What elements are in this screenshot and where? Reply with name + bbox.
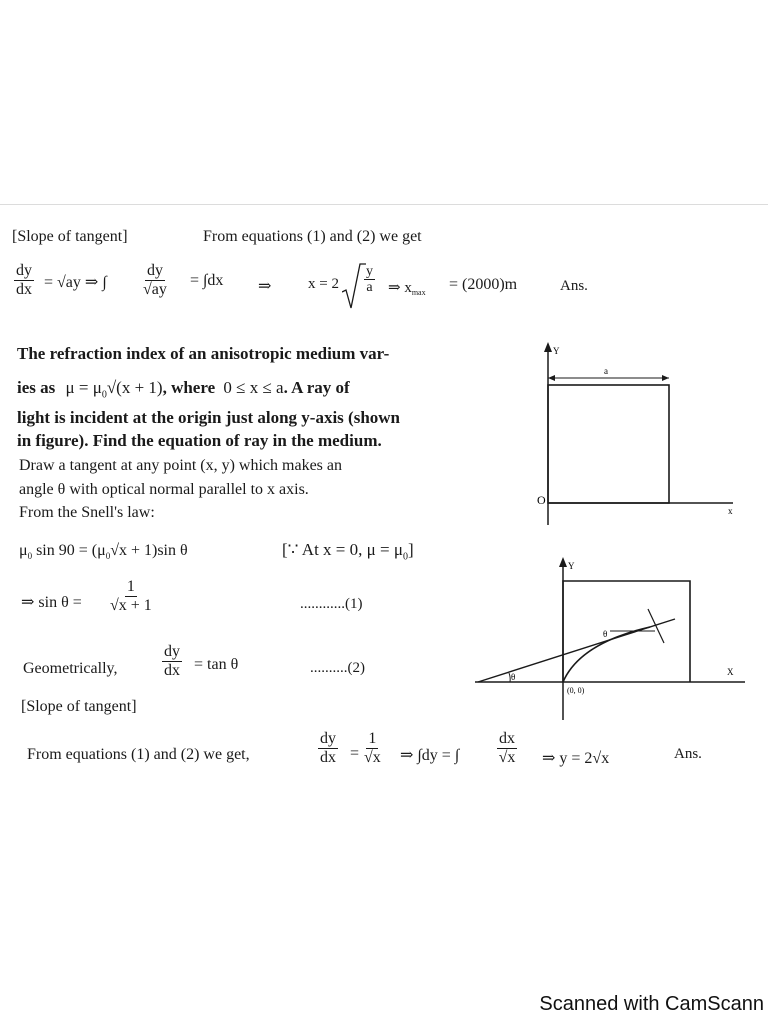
problem-line-3: light is incident at the origin just along y-axis (shown	[17, 408, 401, 427]
eq-int-dx: = ∫dx	[190, 272, 224, 289]
fig2-angle-arc	[509, 673, 510, 682]
eq2-tag: ..........(2)	[310, 660, 365, 676]
fig1-origin-label: O	[537, 493, 546, 507]
problem-line-2: ies as $\mu = \mu_0√(x + 1)$, where 0 ≤ x ≤ a. A ray of	[17, 378, 350, 401]
fig2-tangent-line	[478, 619, 675, 682]
fig1-dim-arrow-right	[662, 375, 669, 381]
final-equals: =	[350, 745, 360, 762]
figure-ray-path	[470, 555, 755, 725]
fig2-y-arrow	[559, 557, 567, 567]
eq1-fraction: $\frac{1}{√x + 1}$	[110, 578, 152, 614]
implies-arrow: ⇒	[258, 278, 272, 295]
final-result: ⇒ y = 2√x	[542, 750, 610, 767]
solution-line-2: angle θ with optical normal parallel to x axis.	[19, 481, 309, 498]
sqrt-sign	[342, 262, 366, 312]
final-dx-over-sqrt: $\frac{dx}{√x}$	[498, 730, 516, 766]
final-integral: ⇒ ∫dy = ∫	[400, 747, 460, 764]
fig1-dim-arrow-left	[548, 375, 555, 381]
geom-fraction: $\frac{dy}{dx}$	[164, 643, 180, 679]
solution-line-3: From the Snell's law:	[19, 504, 155, 521]
slope-label-bottom: [Slope of tangent]	[21, 698, 137, 715]
xmax-value: = (2000)m	[449, 276, 518, 293]
fig1-x-label: x	[728, 506, 733, 516]
deriv-fraction-top: $\frac{dy}{dx}$	[16, 262, 32, 298]
fig1-y-arrow	[544, 342, 552, 352]
answer-label-bottom: Ans.	[674, 746, 702, 762]
x-equals: x = 2	[308, 276, 339, 292]
fig2-x-label: X	[727, 667, 734, 677]
fig2-theta-bottom: θ	[511, 672, 516, 682]
fig1-medium-rect	[548, 385, 669, 503]
xmax-eq: ⇒ $x_{max}$	[388, 280, 426, 297]
final-prefix: From equations (1) and (2) we get,	[27, 746, 250, 763]
eq1-tag: ............(1)	[300, 596, 363, 612]
final-dy-dx: $\frac{dy}{dx}$	[320, 730, 336, 766]
from-equations-top: From equations (1) and (2) we get	[203, 228, 422, 245]
answer-label-top: Ans.	[560, 278, 588, 294]
fig2-origin-label: (0, 0)	[567, 686, 585, 695]
fig2-y-label: Y	[568, 561, 575, 571]
final-one-over-sqrt: $\frac{1}{√x}$	[364, 730, 381, 766]
eq1-prefix: ⇒ sin θ =	[21, 594, 82, 611]
page-divider	[0, 204, 768, 205]
problem-line-4: in figure). Find the equation of ray in the medium.	[17, 431, 382, 450]
geometrically-label: Geometrically,	[23, 660, 118, 677]
snell-equation: $\mu_0$ $\sin 90 = (\mu_0√x + 1)\sin$ θ	[19, 542, 188, 562]
solution-line-1: Draw a tangent at any point (x, y) which makes an	[19, 457, 343, 474]
figure-medium-box	[528, 340, 748, 540]
dy-over-sqrt-ay: $\frac{dy}{√ay}$	[143, 262, 167, 298]
fig1-width-label: a	[604, 366, 608, 376]
snell-condition: [∵ At x = 0, $\mu = \mu_0$]	[282, 540, 414, 563]
problem-line-1: The refraction index of an anisotropic medium var-	[17, 344, 390, 363]
y-over-a: $\frac{y}{a}$	[366, 264, 373, 296]
fig2-theta-top: θ	[603, 629, 608, 639]
fig1-y-label: Y	[553, 346, 560, 356]
fig2-marker	[648, 609, 664, 643]
camscanner-watermark: Scanned with CamScann	[539, 993, 764, 1015]
eq-sqrt-ay: = √ay ⇒ ∫	[44, 274, 107, 291]
slope-label-top: [Slope of tangent]	[12, 228, 128, 245]
geom-tan: = tan θ	[194, 656, 239, 673]
